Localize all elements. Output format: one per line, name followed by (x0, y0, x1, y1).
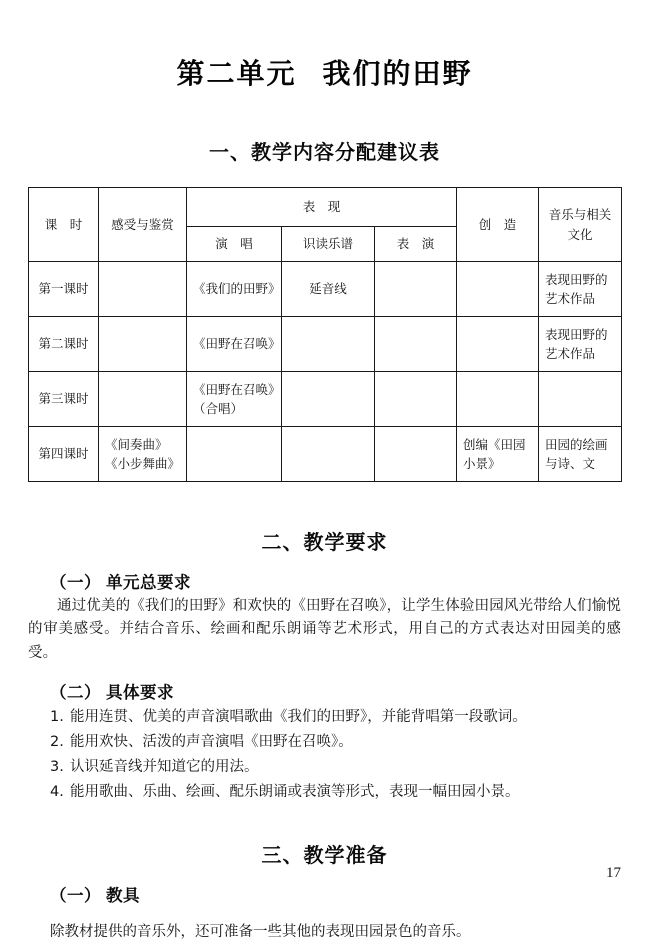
subheading-unit-general-requirements (50, 569, 621, 593)
unit-title-sub: 我们的田野 (322, 57, 473, 90)
cell-culture: 表现田野的艺术作品 (539, 317, 622, 372)
table-row (29, 427, 622, 482)
paragraph-teaching-aids: 除教材提供的音乐外，还可准备一些其他的表现田园景色的音乐。 (50, 923, 471, 940)
subheading-paren-a: （一） (50, 573, 101, 592)
list-item (50, 705, 621, 730)
cell-lesson: 第四课时 (29, 427, 99, 482)
header-appreciation: 感受与鉴赏 (99, 188, 187, 262)
lesson-plan-table-body (29, 262, 622, 482)
cell-create (457, 317, 539, 372)
list-item-number: 1. (50, 709, 64, 726)
specific-requirements-list (28, 705, 621, 805)
cell-sing: 《我们的田野》 (187, 262, 282, 317)
list-item-number: 2. (50, 734, 64, 751)
list-item-text: 认识延音线并知道它的用法。 (70, 759, 259, 776)
cell-culture: 表现田野的艺术作品 (539, 262, 622, 317)
list-item-number: 4. (50, 784, 64, 801)
cell-create (457, 262, 539, 317)
cell-sing: 《田野在召唤》 (187, 317, 282, 372)
cell-lesson: 第一课时 (29, 262, 99, 317)
header-lesson: 课 时 (29, 188, 99, 262)
cell-culture (539, 372, 622, 427)
lesson-plan-table (28, 187, 622, 482)
list-item-text: 能用连贯、优美的声音演唱歌曲《我们的田野》，并能背唱第一段歌词。 (70, 709, 527, 726)
cell-culture: 田园的绘画与诗、文 (539, 427, 622, 482)
cell-create (457, 372, 539, 427)
subheading-teaching-aids (50, 882, 621, 906)
cell-lesson: 第二课时 (29, 317, 99, 372)
unit-title-main: 第二单元 (176, 57, 297, 90)
cell-read-score (282, 427, 375, 482)
table-header-row-primary (29, 188, 622, 227)
cell-create: 创编《田园小景》 (457, 427, 539, 482)
header-read-score: 识读乐谱 (282, 227, 375, 262)
page-title (28, 0, 621, 92)
header-sing: 演 唱 (187, 227, 282, 262)
list-item (50, 730, 621, 755)
list-item-number: 3. (50, 759, 64, 776)
cell-read-score: 延音线 (282, 262, 375, 317)
list-item-text: 能用歌曲、乐曲、绘画、配乐朗诵或表演等形式，表现一幅田园小景。 (70, 784, 520, 801)
paragraph-unit-general-requirements: 通过优美的《我们的田野》和欢快的《田野在召唤》，让学生体验田园风光带给人们愉悦的审美感受。并结合音乐、绘画和配乐朗诵等艺术形式，用自己的方式表达对田园美的感受。 (28, 598, 621, 661)
cell-sing (187, 427, 282, 482)
cell-appreciation (99, 262, 187, 317)
lesson-plan-table-wrapper (28, 187, 621, 482)
section-heading-three: 三、教学准备 (261, 843, 388, 868)
cell-appreciation: 《间奏曲》《小步舞曲》 (99, 427, 187, 482)
cell-read-score (282, 372, 375, 427)
cell-sing: 《田野在召唤》（合唱） (187, 372, 282, 427)
header-culture: 音乐与相关文化 (539, 188, 622, 262)
cell-lesson: 第三课时 (29, 372, 99, 427)
list-item (50, 755, 621, 780)
header-create: 创 造 (457, 188, 539, 262)
list-item (50, 780, 621, 805)
cell-act (375, 372, 457, 427)
header-act: 表 演 (375, 227, 457, 262)
page-number: 17 (606, 865, 621, 881)
table-row (29, 372, 622, 427)
subheading-text-c: 教具 (106, 886, 140, 906)
subheading-text-a: 单元总要求 (106, 573, 191, 592)
table-row (29, 317, 622, 372)
table-row (29, 262, 622, 317)
cell-read-score (282, 317, 375, 372)
subheading-text-b: 具体要求 (106, 683, 174, 703)
cell-appreciation (99, 372, 187, 427)
cell-act (375, 317, 457, 372)
header-performance-group: 表 现 (187, 188, 457, 227)
list-item-text: 能用欢快、活泼的声音演唱《田野在召唤》。 (70, 734, 353, 751)
subheading-paren-c: （一） (50, 886, 101, 906)
cell-appreciation (99, 317, 187, 372)
cell-act (375, 427, 457, 482)
cell-act (375, 262, 457, 317)
section-heading-two: 二、教学要求 (261, 530, 388, 554)
section-heading-one: 一、教学内容分配建议表 (209, 140, 440, 164)
subheading-paren-b: （二） (50, 683, 101, 703)
subheading-specific-requirements (50, 679, 621, 703)
